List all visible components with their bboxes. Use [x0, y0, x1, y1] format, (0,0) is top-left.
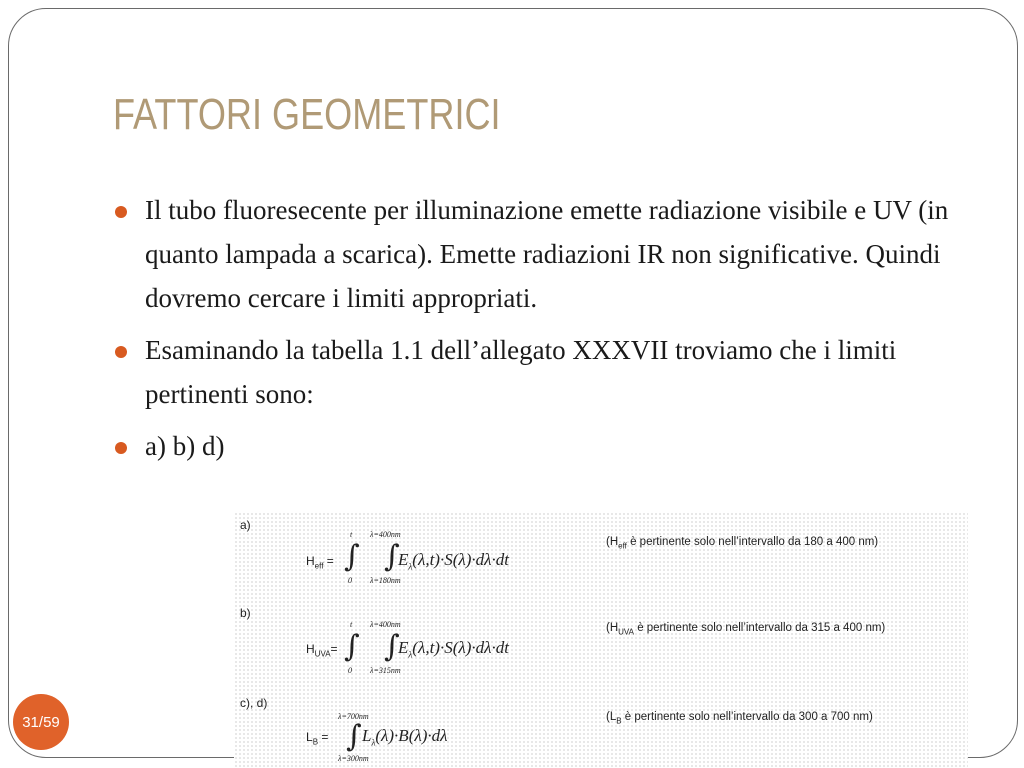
formula-note-cd: ($L_B$ è pertinente solo nell’intervallo da 300 a 700 nm)	[606, 711, 873, 726]
formula-lhs-cd: $L_B$ =	[306, 730, 329, 747]
bullet-text: Esaminando la tabella 1.1 dell’allegato XXXVII troviamo che i limiti pertinenti sono:	[145, 335, 897, 409]
bullet-item	[114, 328, 984, 416]
formula-label-b: b)	[240, 606, 251, 620]
formula-lhs-b: $H_{UVA}=$	[306, 642, 338, 659]
inner-integral-a: ∫	[384, 539, 400, 574]
formula-note-a: ($H_{eff}$ è pertinente solo nell’intervallo da 180 a 400 nm)	[606, 536, 879, 551]
bullet-item	[114, 188, 984, 320]
formula-note-b: ($H_{UVA}$ è pertinente solo nell’intervallo da 315 a 400 nm)	[606, 622, 886, 637]
inner-lower-limit-b: λ=315nm	[370, 666, 401, 675]
outer-lower-limit-b: 0	[348, 666, 352, 675]
outer-lower-limit-a: 0	[348, 576, 352, 585]
bullet-dot-icon	[115, 346, 127, 358]
formula-lhs-a: $H_{eff}$ =	[306, 554, 334, 571]
formula-expression-a: $E_\lambda(\lambda,t)\cdot S(\lambda)\cdot d\lambda\cdot dt$	[398, 550, 509, 572]
formula-expression-b: $E_\lambda(\lambda,t)\cdot S(\lambda)\cdot d\lambda\cdot dt$	[398, 638, 509, 660]
outer-integral-a: ∫	[344, 539, 360, 574]
inner-upper-limit-b: λ=400nm	[370, 620, 401, 629]
inner-upper-limit-cd: λ=700nm	[338, 712, 369, 721]
inner-lower-limit-a: λ=180nm	[370, 576, 401, 585]
inner-integral-b: ∫	[384, 629, 400, 664]
inner-upper-limit-a: λ=400nm	[370, 530, 401, 539]
formula-label-cd: c), d)	[240, 696, 268, 710]
inner-lower-limit-cd: λ=300nm	[338, 754, 369, 763]
bullet-text: Il tubo fluoresecente per illuminazione emette radiazione visibile e UV (in quanto lampada a scarica). Emette radiazioni IR non significative. Quindi dovremo cercare i limiti appropriati.	[145, 195, 949, 313]
formula-image	[234, 512, 968, 768]
outer-integral-b: ∫	[344, 629, 360, 664]
integral-cd: ∫	[346, 719, 362, 754]
outer-upper-limit-a: t	[350, 530, 353, 539]
outer-upper-limit-b: t	[350, 620, 353, 629]
bullet-text: a) b) d)	[145, 431, 225, 461]
bullet-dot-icon	[115, 206, 127, 218]
slide-title: FATTORI GEOMETRICI	[113, 90, 501, 139]
formula-label-a: a)	[240, 518, 251, 532]
bullet-item	[114, 424, 984, 468]
bullet-list	[114, 188, 984, 476]
bullet-dot-icon	[115, 442, 127, 454]
formula-expression-cd: $L_\lambda(\lambda)\cdot B(\lambda)\cdot d\lambda$	[362, 726, 448, 748]
page-number-badge: 31/59	[13, 694, 69, 750]
